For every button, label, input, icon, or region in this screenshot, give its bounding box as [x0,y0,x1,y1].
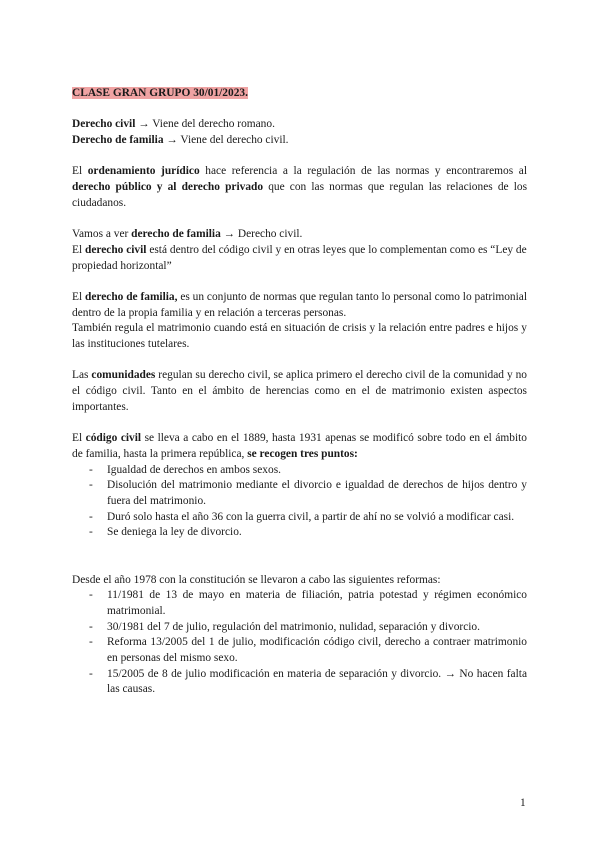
origin-familia-text: → Viene del derecho civil. [163,133,289,146]
term-derecho-civil: Derecho civil [72,118,136,131]
document-title [72,86,527,102]
bold-run: código civil [85,432,142,445]
paragraph-derecho-familia [72,290,527,321]
text-run: El [72,432,86,445]
bold-run: derecho de familia, [84,290,178,303]
origin-line-familia [72,133,527,149]
paragraph-vamos [72,227,527,243]
list-item [89,620,527,636]
text-run: está dentro del código civil y en otras leyes que lo complementan como es “Ley de propiedad horizontal” [72,243,527,272]
list-item [89,667,527,698]
paragraph-reformas-intro: Desde el año 1978 con la constitución se llevaron a cabo las siguientes reformas: [72,573,441,586]
list-item-text: Disolución del matrimonio mediante el divorcio e igualdad de derechos de hijos dentro y fuera del matrimonio. [107,479,527,507]
list-item [89,525,527,541]
list-item-text: 15/2005 de 8 de julio modificación en materia de separación y divorcio. → No hacen falta las causas. [107,667,527,696]
text-run: Vamos a ver [72,228,132,241]
list-item-text: 30/1981 del 7 de julio, regulación del matrimonio, nulidad, separación y divorcio. [107,620,480,633]
bold-run: ordenamiento jurídico [87,165,200,178]
bold-run: derecho de familia [131,228,221,241]
list-item [89,635,527,666]
list-item [89,478,527,509]
paragraph-derecho-civil [72,243,527,274]
dash-marker: - [89,667,93,680]
dash-marker: - [89,463,93,476]
text-run: El [72,165,88,178]
list-item [89,510,527,526]
dash-marker: - [89,636,93,649]
tres-puntos-list [72,463,527,542]
text-run: El [72,290,85,303]
text-run: que con las normas que regulan las relaciones de los ciudadanos. [72,181,527,209]
term-derecho-familia: Derecho de familia [72,133,164,146]
list-item-text: Reforma 13/2005 del 1 de julio, modificación código civil, derecho a contraer matrimonio en personas del mismo sexo. [107,636,527,665]
bold-run: comunidades [91,369,156,382]
bold-run: se recogen tres puntos: [247,447,358,460]
list-item [89,463,527,479]
paragraph-ordenamiento [72,164,527,211]
origin-line-civil [72,117,527,133]
paragraph-comunidades [72,368,527,415]
text-run: El [72,243,85,256]
text-run: es un conjunto de normas que regulan tanto lo personal como lo patrimonial dentro de la propia familia y en relación a terceras personas. [72,290,528,319]
reformas-list [72,588,527,698]
list-item-text: Duró solo hasta el año 36 con la guerra civil, a partir de ahí no se volvió a modificar casi. [107,510,515,523]
list-item [89,588,527,619]
text-run: regulan su derecho civil, se aplica primero el derecho civil de la comunidad y no el código civil. Tanto en el ámbito de herencias como en el de matrimonio existen aspectos importantes. [72,369,527,413]
dash-marker: - [89,589,93,602]
dash-marker: - [89,510,93,523]
page-number: 1 [520,797,526,809]
text-run: hace referencia a la regulación de las normas y encontraremos al [199,165,527,178]
list-item-text: 11/1981 de 13 de mayo en materia de filiación, patria potestad y régimen económico matrimonial. [107,589,527,617]
text-run: se lleva a cabo en el 1889, hasta 1931 apenas se modificó sobre todo en el ámbito de familia, hasta la primera república, [72,432,527,460]
paragraph-matrimonio: También regula el matrimonio cuando está en situación de crisis y la relación entre padres e hijos y las instituciones tutelares. [72,322,527,350]
list-item-text: Igualdad de derechos en ambos sexos. [107,463,281,476]
title-highlight: CLASE GRAN GRUPO 30/01/2023. [72,87,248,99]
origin-civil-text: → Viene del derecho romano. [135,118,275,131]
dash-marker: - [89,479,93,492]
document-body [72,86,527,698]
bold-run: derecho público y al derecho privado [72,181,264,193]
bold-run: derecho civil [84,243,147,256]
dash-marker: - [89,620,93,633]
paragraph-codigo-civil [72,431,527,462]
dash-marker: - [89,526,93,539]
text-run: → Derecho civil. [220,228,303,241]
list-item-text: Se deniega la ley de divorcio. [107,526,242,539]
text-run: Las [72,369,92,382]
